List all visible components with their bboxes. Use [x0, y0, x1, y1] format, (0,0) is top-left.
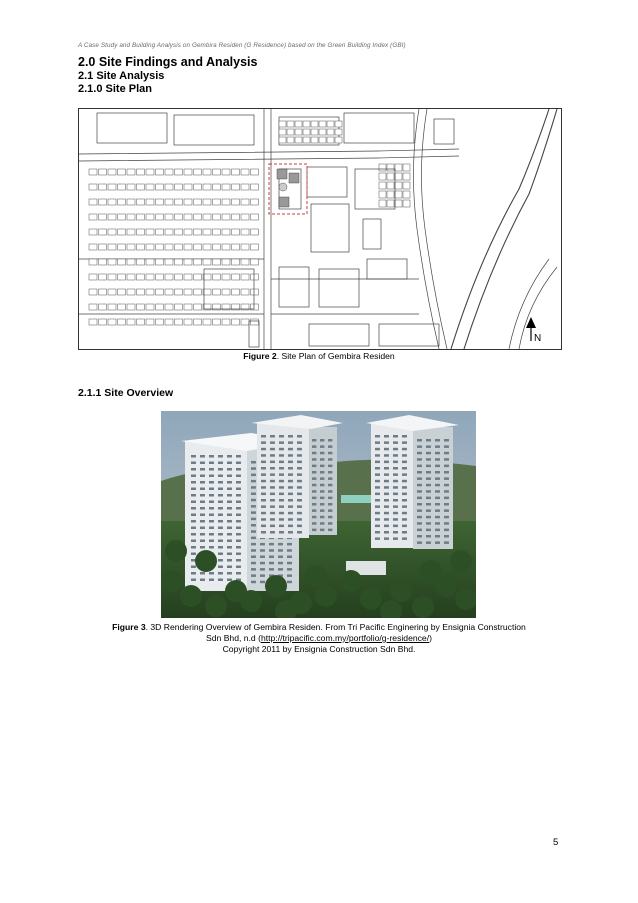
- site-overview-heading: 2.1.1 Site Overview: [78, 387, 174, 399]
- figure2-text: . Site Plan of Gembira Residen: [276, 351, 395, 361]
- figure3-caption-line1: [0, 622, 638, 632]
- site-plan-heading: 2.1.0 Site Plan: [78, 83, 152, 95]
- figure3-caption-line2: [0, 633, 638, 643]
- running-header: A Case Study and Building Analysis on Gembira Residen (G Residence) based on the Green Building Index (GBI): [78, 42, 406, 49]
- figure3-source-prefix: Sdn Bhd, n.d (: [206, 633, 261, 643]
- figure3-text: . 3D Rendering Overview of Gembira Residen. From Tri Pacific Enginering by Ensignia Construction: [145, 622, 526, 632]
- page-number: 5: [553, 837, 559, 848]
- north-label: N: [534, 333, 542, 344]
- north-arrow-icon: [526, 317, 541, 344]
- figure3-source-link[interactable]: http://tripacific.com.my/portfolio/g-residence/: [260, 633, 430, 643]
- figure2-label: Figure 2: [243, 351, 277, 361]
- rendering-image: [161, 411, 476, 618]
- figure3-label: Figure 3: [112, 622, 146, 632]
- figure3-source-suffix: ): [429, 633, 432, 643]
- site-plan-drawing: [79, 109, 561, 349]
- figure3-copyright: Copyright 2011 by Ensignia Construction Sdn Bhd.: [222, 644, 416, 654]
- site-plan-map: [78, 108, 562, 350]
- subsection-heading: 2.1 Site Analysis: [78, 70, 165, 82]
- section-heading: 2.0 Site Findings and Analysis: [78, 55, 258, 69]
- rendering-drawing: [161, 411, 476, 618]
- figure2-caption: [0, 351, 638, 361]
